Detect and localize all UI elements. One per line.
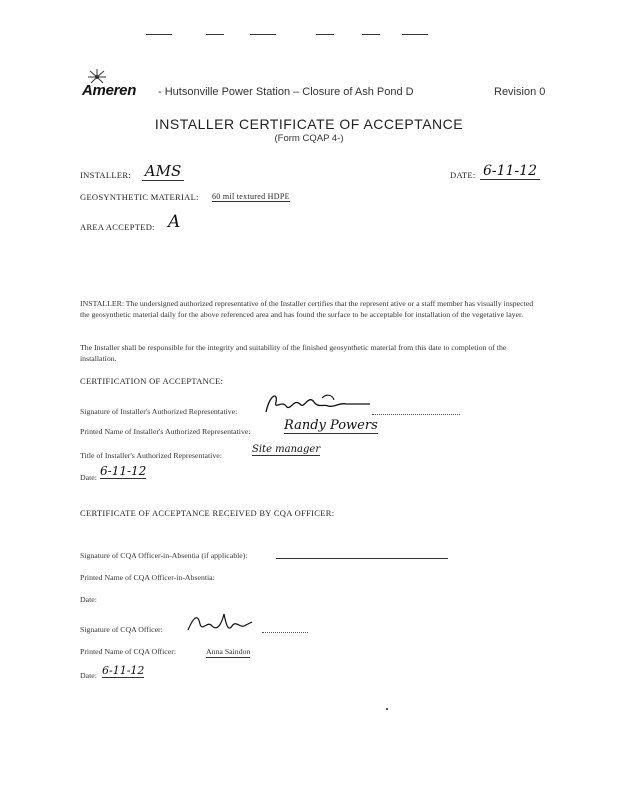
absentia-name-label: Printed Name of CQA Officer-in-Absentia:	[80, 573, 215, 582]
officer-signature-label: Signature of CQA Officer:	[80, 625, 163, 634]
ameren-wordmark: Ameren	[82, 82, 137, 99]
installer-name-label: Printed Name of Installer's Authorized Representative:	[80, 427, 251, 436]
responsibility-statement: The Installer shall be responsible for the integrity and suitability of the finished geosynthetic material from this date to completion of the installation.	[80, 343, 507, 363]
installer-date-label: Date:	[80, 473, 97, 482]
scan-line	[146, 34, 172, 35]
area-value: A	[168, 212, 181, 232]
officer-name-value: Anna Saindon	[206, 647, 251, 656]
officer-date-value: 6-11-12	[102, 664, 145, 677]
absentia-signature-label: Signature of CQA Officer-in-Absentia (if applicable):	[80, 551, 248, 560]
installer-title-label: Title of Installer's Authorized Representative:	[80, 451, 222, 460]
date-label: DATE:	[450, 170, 476, 180]
scan-speck	[386, 708, 388, 710]
form-number: (Form CQAP 4-)	[274, 133, 344, 144]
officer-signature-line	[262, 632, 308, 633]
installer-value: AMS	[142, 162, 184, 181]
geosynthetic-value: 60 mil textured HDPE	[212, 192, 290, 201]
installer-name-value: Randy Powers	[284, 418, 378, 433]
scan-line	[250, 34, 276, 35]
company-logo	[80, 68, 160, 100]
revision-label: Revision 0	[494, 86, 546, 98]
scan-line	[362, 34, 380, 35]
cqa-heading: CERTIFICATE OF ACCEPTANCE RECEIVED BY CQA OFFICER:	[80, 508, 335, 518]
officer-date-label: Date:	[80, 671, 97, 680]
scan-line	[402, 34, 428, 35]
date-value: 6-11-12	[480, 163, 540, 180]
installer-title-value: Site manager	[252, 444, 321, 455]
officer-name-label: Printed Name of CQA Officer:	[80, 647, 176, 656]
absentia-signature-line	[276, 558, 448, 559]
scan-line	[206, 34, 224, 35]
installer-signature-line	[372, 414, 460, 415]
certification-heading: CERTIFICATION OF ACCEPTANCE:	[80, 376, 224, 386]
absentia-date-label: Date:	[80, 595, 97, 604]
geosynthetic-label: GEOSYNTHETIC MATERIAL:	[80, 192, 199, 202]
scan-line	[316, 34, 334, 35]
installer-signature	[262, 390, 372, 418]
installer-date-value: 6-11-12	[100, 464, 147, 478]
document-title: INSTALLER CERTIFICATE OF ACCEPTANCE	[154, 116, 464, 132]
site-header: - Hutsonville Power Station – Closure of Ash Pond D	[158, 86, 414, 98]
installer-statement: INSTALLER: The undersigned authorized representative of the Installer certifies that the represent ative or a staff member has visually inspected the geosynthetic material daily for the above referenced area and has found the surface to be acceptable for installation of the vegetative layer.	[80, 299, 534, 319]
officer-signature	[184, 610, 260, 636]
installer-label: INSTALLER:	[80, 170, 131, 180]
area-label: AREA ACCEPTED:	[80, 222, 155, 232]
installer-signature-label: Signature of Installer's Authorized Representative:	[80, 407, 238, 416]
